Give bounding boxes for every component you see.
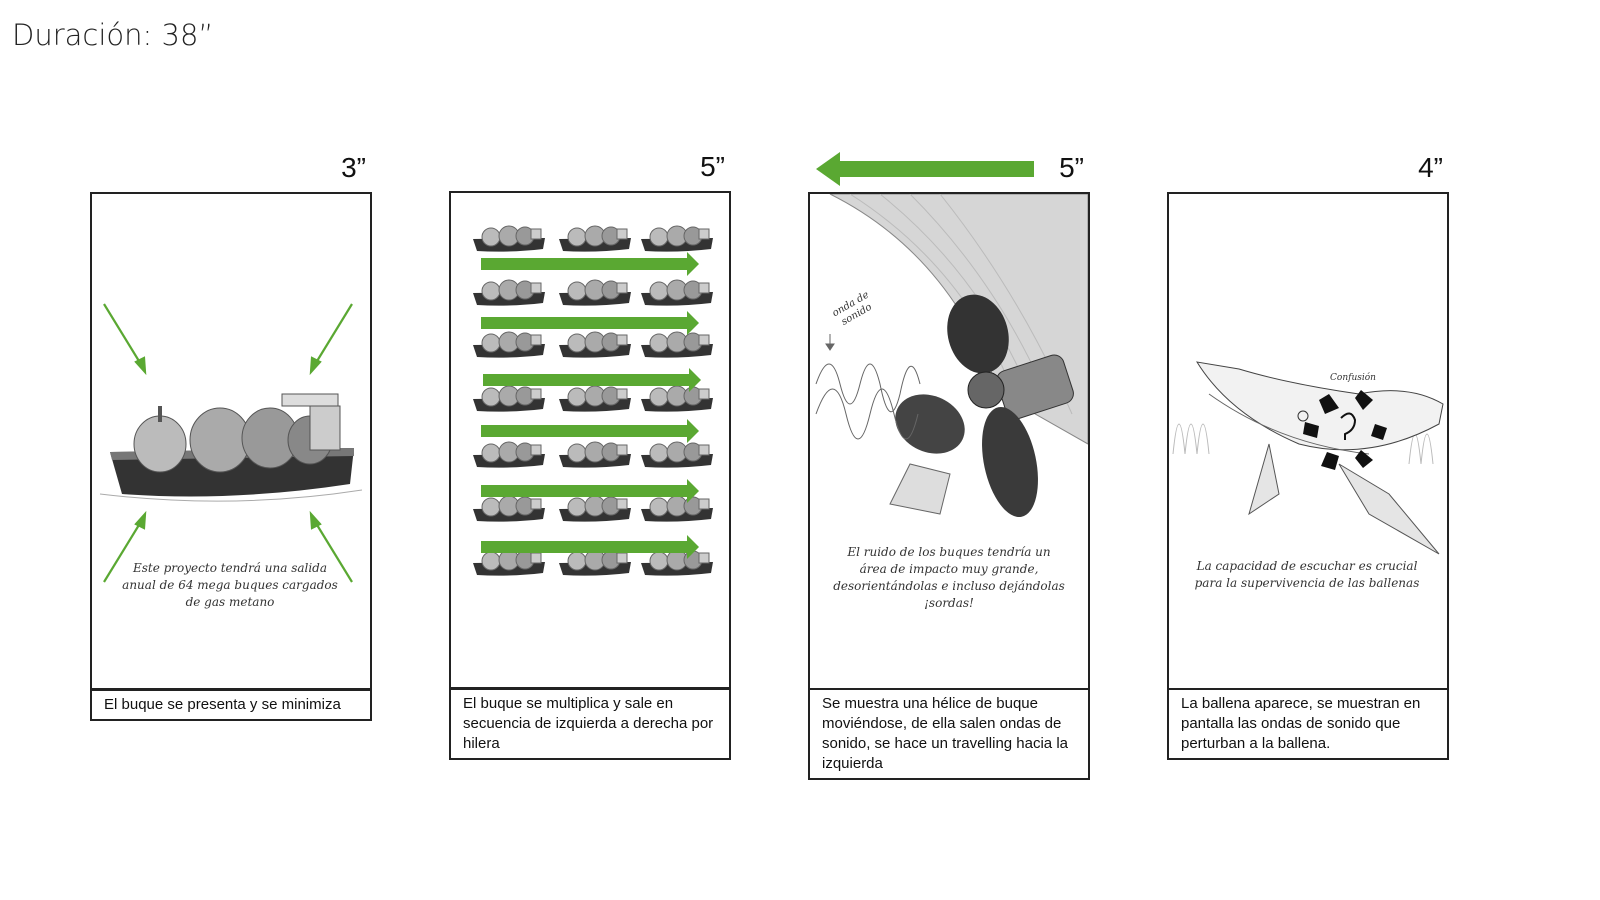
whale-icon [1197, 362, 1443, 554]
panel-duration: 5” [700, 151, 725, 182]
panel-duration: 4” [1418, 152, 1443, 183]
ship-sketch [92, 194, 370, 688]
sketch-handwritten-text: Este proyecto tendrá una salida anual de 64 mega buques cargados de gas metano [122, 561, 338, 609]
lng-ship-icon [100, 394, 362, 501]
whale-sketch [1169, 194, 1447, 688]
panel-frame [1167, 192, 1449, 690]
panel-frame [449, 191, 731, 689]
panel-duration: 5” [1059, 152, 1084, 183]
panel-caption: Se muestra una hélice de buque moviéndose, de ella salen ondas de sonido, se hace un travelling hacia la izquierda [808, 688, 1090, 780]
panel-caption: El buque se presenta y se minimiza [90, 689, 372, 721]
sketch-handwritten-text: La capacidad de escuchar es crucial para la supervivencia de las ballenas [1194, 559, 1420, 590]
sketch-handwritten-text: El ruido de los buques tendría un área de impacto muy grande, desorientándolas e incluso dejándolas ¡sordas! [833, 545, 1065, 610]
panel-frame [90, 192, 372, 690]
travelling-left-arrow-icon [816, 152, 1036, 186]
panel-frame [808, 192, 1090, 690]
ships-grid-sketch [451, 193, 729, 687]
page-title: Duración: 38” [12, 18, 214, 52]
panel-caption: La ballena aparece, se muestran en pantalla las ondas de sonido que perturban a la ballena. [1167, 688, 1449, 760]
panel-duration: 3” [341, 152, 366, 183]
sketch-label: Confusión [1330, 373, 1376, 383]
panel-caption: El buque se multiplica y sale en secuencia de izquierda a derecha por hilera [449, 688, 731, 760]
sketch-label: onda de sonido [830, 289, 874, 328]
propeller-sketch [810, 194, 1088, 688]
ship-rows [473, 226, 713, 576]
